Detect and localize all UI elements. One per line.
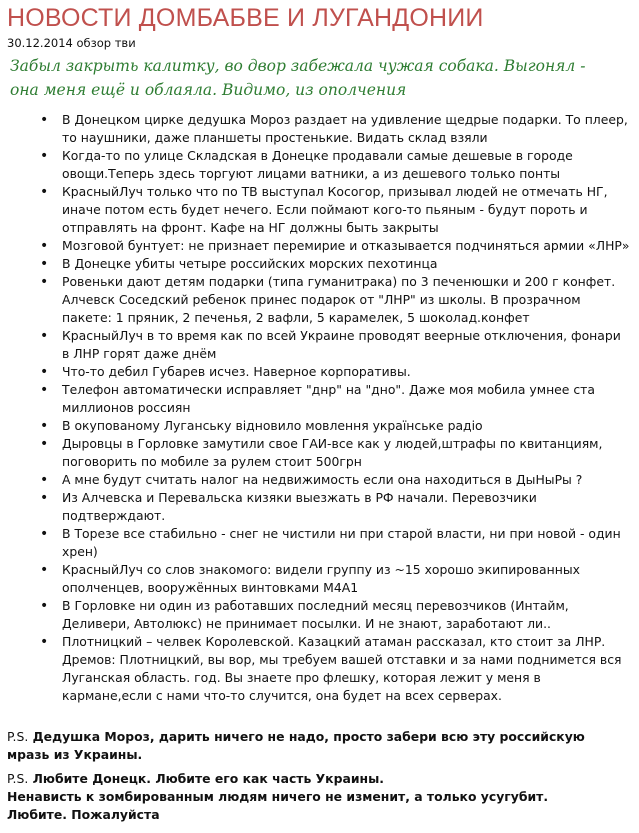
epigraph-line: она меня ещё и облаяла. Видимо, из ополчения bbox=[10, 81, 407, 99]
list-item: • КрасныйЛуч со слов знакомого: видели группу из ~15 хорошо экипированных ополченцев, вооружённых винтовками М4А1 bbox=[62, 561, 632, 597]
list-item: • В окупованому Луганську відновило мовлення українське радіо bbox=[62, 417, 632, 435]
list-item: • В Горловке ни один из работавших последний месяц перевозчиков (Интайм, Деливери, Автолюкс) не принимает посылки. И не знают, заработают ли.. bbox=[62, 597, 632, 633]
list-item: • Дыровцы в Горловке замутили свое ГАИ-все как у людей,штрафы по квитанциям, поговорить по мобиле за рулем стоит 500грн bbox=[62, 435, 632, 471]
ps-text: Дедушка Мороз, дарить ничего не надо, просто забери всю эту российскую мразь из Украины. bbox=[7, 729, 585, 762]
ps-text: Ненависть к зомбированным людям ничего не изменит, а только усугубит. bbox=[7, 789, 549, 804]
epigraph-line: Забыл закрыть калитку, во двор забежала чужая собака. Выгонял - bbox=[10, 57, 586, 75]
ps-prefix: P.S. bbox=[7, 729, 29, 744]
list-item: • В Донецке убиты четыре российских морских пехотинца bbox=[62, 255, 632, 273]
ps-prefix: P.S. bbox=[7, 771, 29, 786]
list-item: • Мозговой бунтует: не признает перемирие и отказывается подчиняться армии «ЛНР» bbox=[62, 237, 632, 255]
page-title: НОВОСТИ ДОМБАБВЕ И ЛУГАНДОНИИ bbox=[7, 4, 484, 32]
ps-text: Любите Донецк. Любите его как часть Украины. bbox=[32, 771, 384, 786]
list-item: • Телефон автоматически исправляет "днр" на "дно". Даже моя мобила умнее ста миллионов россиян bbox=[62, 381, 632, 417]
news-list bbox=[0, 111, 632, 705]
list-item: • Из Алчевска и Перевальска кизяки выезжать в РФ начали. Перевозчики подтверждают. bbox=[62, 489, 632, 525]
list-item: • Ровеньки дают детям подарки (типа гуманитрака) по 3 печенюшки и 200 г конфет. Алчевск Соседский ребенок принес подарок от "ЛНР" из школы. В прозрачном пакете: 1 пряник, 2 печенья, 2 вафли, 5 карамелек, 5 шоколад.конфет bbox=[62, 273, 632, 327]
list-item: • Когда-то по улице Складская в Донецке продавали самые дешевые в городе овощи.Теперь здесь торгуют лицами ватники, а из дешевого только понты bbox=[62, 147, 632, 183]
post-date: 30.12.2014 обзор тви bbox=[7, 36, 136, 50]
list-item: • КрасныйЛуч только что по ТВ выступал Косогор, призывал людей не отмечать НГ, иначе потом есть будет нечего. Если поймают кого-то пьяным - будут пороть и отправлять на фронт. Кафе на НГ должны быть закрыты bbox=[62, 183, 632, 237]
postscript-1 bbox=[7, 728, 627, 764]
list-item: • В Донецком цирке дедушка Мороз раздает на удивление щедрые подарки. То плеер, то наушники, даже планшеты простенькие. Видать склад взяли bbox=[62, 111, 632, 147]
list-item: • Что-то дебил Губарев исчез. Наверное корпоративы. bbox=[62, 363, 632, 381]
list-item: • В Торезе все стабильно - снег не чистили ни при старой власти, ни при новой - один хрен) bbox=[62, 525, 632, 561]
epigraph bbox=[10, 54, 630, 102]
postscript-2 bbox=[7, 770, 627, 824]
list-item: • КрасныйЛуч в то время как по всей Украине проводят веерные отключения, фонари в ЛНР горят даже днём bbox=[62, 327, 632, 363]
list-item: • А мне будут считать налог на недвижимость если она находиться в ДыНыРы ? bbox=[62, 471, 632, 489]
ps-text: Любите. Пожалуйста bbox=[7, 807, 160, 822]
list-item: • Плотницкий – челвек Королевской. Казацкий атаман рассказал, кто стоит за ЛНР. Дремов: Плотницкий, вы вор, мы требуем вашей отставки и за нами поднимется вся Луганская область. год. Вы знаете про флешку, которая лежит у меня в кармане,если с нами что-то случится, она будет на всех серверах. bbox=[62, 633, 632, 705]
